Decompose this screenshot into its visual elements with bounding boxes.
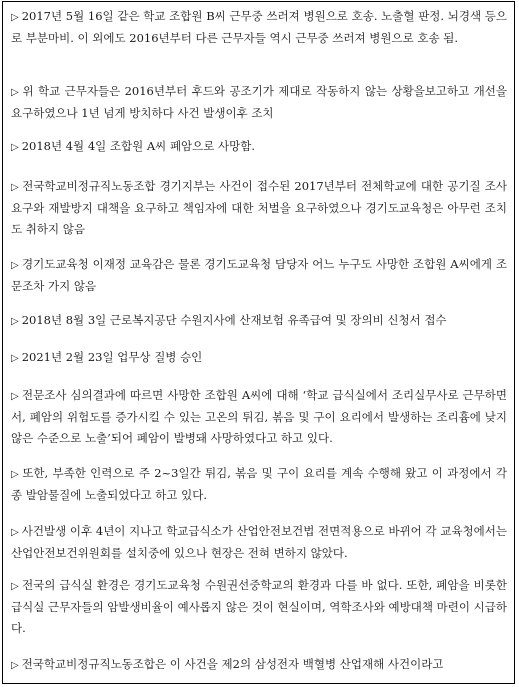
- paragraph-4-text: 전국학교비정규직노동조합 경기지부는 사건이 접수된 2017년부터 전체학교에 대한 공기질 조사요구와 재발방지 대책을 요구하고 책임자에 대한 처벌을 요구하였으나 경기도교육청은 아무런 조치도 취하지 않음: [11, 179, 507, 236]
- paragraph-8-text: 전문조사 심의결과에 따르면 사망한 조합원 A씨에 대해 ‘학교 급식실에서 조리실무사로 근무하면서, 폐암의 위험도를 증가시킬 수 있는 고온의 튀김, 볶음 및 구이 요리에서 발생하는 조리흄에 낮지 않은 수준으로 노출’되어 폐암이 발병돼 사망하였다고 하고 있다.: [11, 388, 507, 445]
- triangle-bullet-icon: ▷: [11, 353, 19, 364]
- paragraph-1-text: 2017년 5월 16일 같은 학교 조합원 B씨 근무중 쓰러져 병원으로 호송. 노출혈 판정. 뇌경색 등으로 부분마비. 이 외에도 2016년부터 다른 근무자들 역시 근무중 쓰러져 병원으로 호송 됨.: [11, 9, 507, 45]
- triangle-bullet-icon: ▷: [11, 316, 19, 327]
- paragraph-2: [11, 81, 507, 124]
- paragraph-7-text: 2021년 2월 23일 업무상 질병 승인: [21, 350, 203, 364]
- paragraph-9-text: 또한, 부족한 인력으로 주 2~3일간 튀김, 볶음 및 구이 요리를 계속 수행해 왔고 이 과정에서 각종 발암물질에 노출되었다고 하고 있다.: [11, 466, 507, 502]
- triangle-bullet-icon: ▷: [11, 469, 20, 480]
- paragraph-9: [11, 463, 507, 506]
- paragraph-11-text: 전국의 급식실 환경은 경기도교육청 수원권선중학교의 환경과 다를 바 없다. 또한, 폐암을 비롯한 급식실 근무자들의 암발생비율이 예사롭지 않은 것이 현실이며, 역학조사와 예방대책 마련이 시급하다.: [11, 578, 507, 635]
- paragraph-12-text: 전국학교비정규직노동조합은 이 사건을 제2의 삼성전자 백혈병 산업재해 사건이라고: [21, 657, 444, 671]
- paragraph-2-text: 위 학교 근무자들은 2016년부터 후드와 공조기가 제대로 작동하지 않는 상황을보고하고 개선을 요구하였으나 1년 넘게 방치하다 사건 발생이후 조치: [11, 84, 507, 120]
- paragraph-7: [11, 347, 507, 369]
- triangle-bullet-icon: ▷: [11, 391, 20, 402]
- triangle-bullet-icon: ▷: [11, 660, 19, 671]
- paragraph-3-text: 2018년 4월 4일 조합원 A씨 폐암으로 사망함.: [21, 139, 256, 153]
- paragraph-4: [11, 176, 507, 240]
- triangle-bullet-icon: ▷: [11, 260, 19, 271]
- paragraph-12: [11, 654, 507, 676]
- triangle-bullet-icon: ▷: [11, 87, 20, 98]
- paragraph-1: [11, 6, 507, 49]
- paragraph-10: [11, 521, 507, 564]
- triangle-bullet-icon: ▷: [11, 527, 19, 538]
- paragraph-3: [11, 136, 507, 158]
- paragraph-8: [11, 385, 507, 449]
- document-frame: [2, 1, 515, 684]
- paragraph-5-text: 경기도교육청 이재정 교육감은 물론 경기도교육청 담당자 어느 누구도 사망한 조합원 A씨에게 조문조차 가지 않음: [11, 257, 507, 293]
- triangle-bullet-icon: ▷: [11, 182, 20, 193]
- paragraph-6-text: 2018년 8월 3일 근로복지공단 수원지사에 산재보험 유족급여 및 장의비 신청서 접수: [21, 313, 447, 327]
- paragraph-5: [11, 254, 507, 297]
- paragraph-10-text: 사건발생 이후 4년이 지나고 학교급식소가 산업안전보건법 전면적용으로 바뀌어 각 교육청에서는 산업안전보건위원회를 설치중에 있으나 현장은 전혀 변하지 않았다.: [11, 524, 507, 560]
- triangle-bullet-icon: ▷: [11, 12, 19, 23]
- paragraph-11: [11, 575, 507, 639]
- triangle-bullet-icon: ▷: [11, 142, 19, 153]
- triangle-bullet-icon: ▷: [11, 581, 20, 592]
- paragraph-6: [11, 310, 507, 332]
